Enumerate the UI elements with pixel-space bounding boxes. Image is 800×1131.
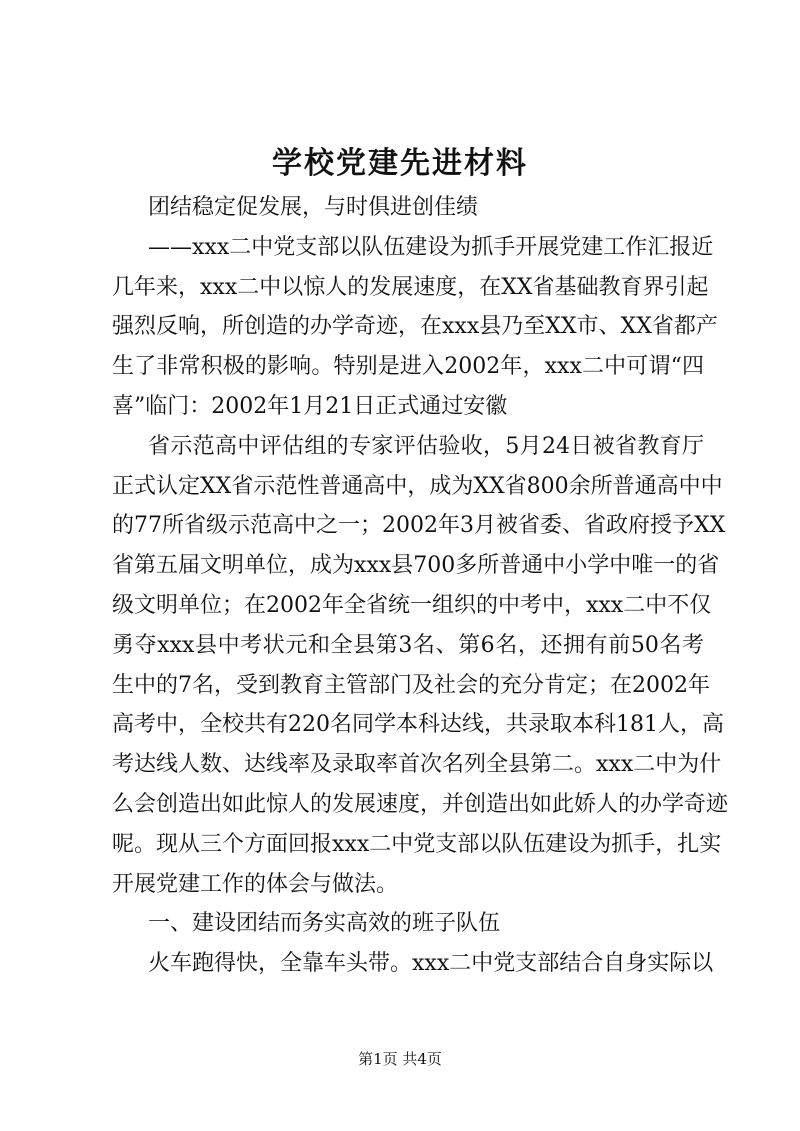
text-line: 勇夺xxx县中考状元和全县第3名、第6名，还拥有前50名考	[112, 632, 704, 658]
text-line: 的77所省级示范高中之一；2002年3月被省委、省政府授予XX	[112, 513, 726, 539]
text-line: 生中的7名，受到教育主管部门及社会的充分肯定；在2002年	[112, 672, 710, 698]
text-line: 呢。现从三个方面回报xxx二中党支部以队伍建设为抓手，扎实	[112, 831, 722, 857]
text-line: 一、建设团结而务实高效的班子队伍	[148, 911, 501, 937]
text-line: 么会创造出如此惊人的发展速度，并创造出如此娇人的办学奇迹	[112, 791, 729, 817]
text-line: 开展党建工作的体会与做法。	[112, 871, 399, 897]
page-footer: 第1页 共4页	[358, 1050, 442, 1068]
text-line: 生了非常积极的影响。特别是进入2002年，xxx二中可谓“四	[112, 354, 704, 380]
text-line: 考达线人数、达线率及录取率首次名列全县第二。xxx二中为什	[112, 752, 722, 778]
text-line: 省第五届文明单位，成为xxx县700多所普通中小学中唯一的省	[112, 553, 720, 579]
text-line: ——xxx二中党支部以队伍建设为抓手开展党建工作汇报近	[148, 234, 714, 260]
text-line: 喜”临门：2002年1月21日正式通过安徽	[112, 393, 508, 419]
text-line: 团结稳定促发展，与时俱进创佳绩	[148, 195, 479, 220]
text-line: 正式认定XX省示范性普通高中，成为XX省800余所普通高中中	[112, 473, 723, 499]
document-title: 学校党建先进材料	[272, 146, 528, 181]
text-line: 省示范高中评估组的专家评估验收，5月24日被省教育厅	[148, 433, 704, 459]
document-body	[112, 188, 729, 984]
text-line: 高考中，全校共有220名同学本科达线，共录取本科181人，高	[112, 712, 724, 738]
text-line: 几年来，xxx二中以惊人的发展速度，在XX省基础教育界引起	[112, 274, 709, 300]
text-line: 级文明单位；在2002年全省统一组织的中考中，xxx二中不仅	[112, 592, 712, 618]
text-line: 强烈反响，所创造的办学奇迹，在xxx县乃至XX市、XX省都产	[112, 314, 718, 340]
text-line: 火车跑得快，全靠车头带。xxx二中党支部结合自身实际以	[148, 951, 714, 977]
